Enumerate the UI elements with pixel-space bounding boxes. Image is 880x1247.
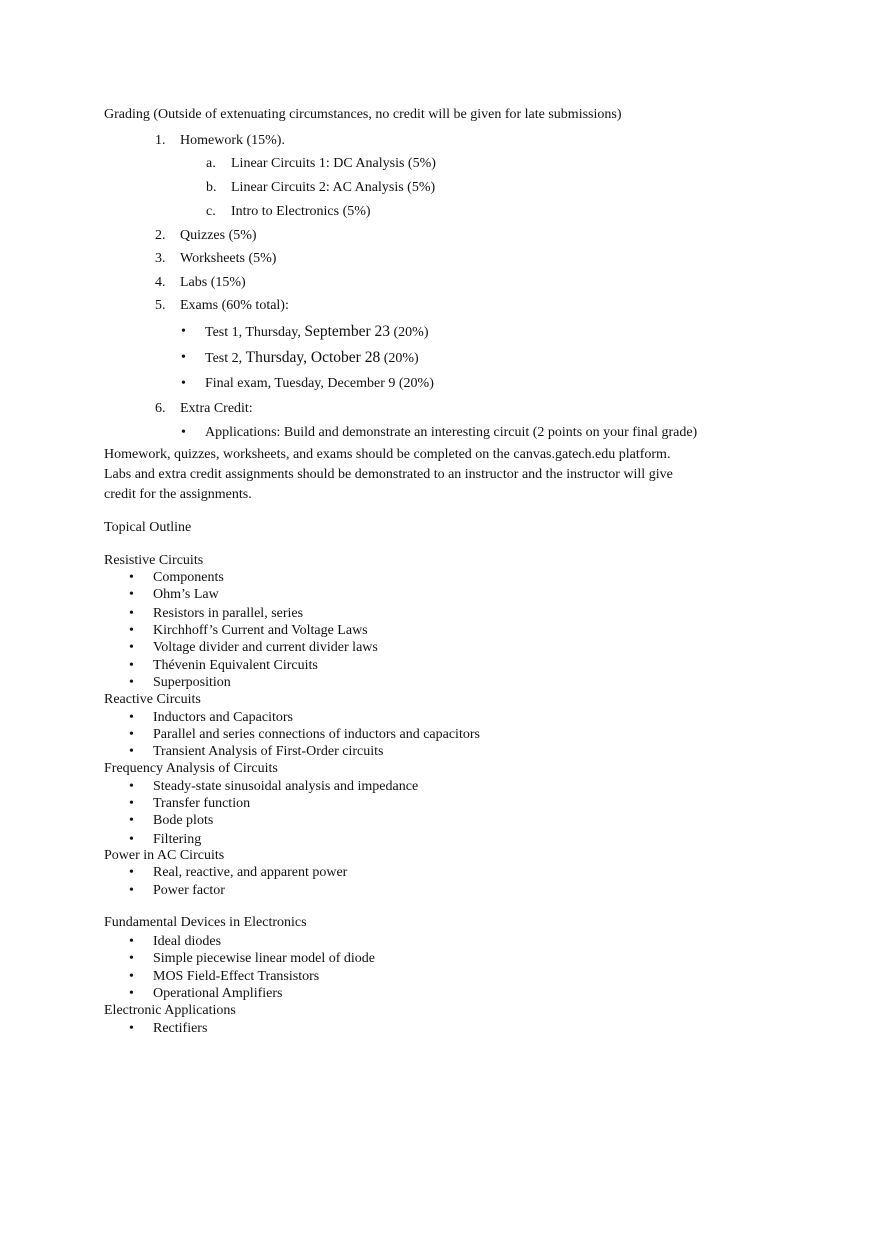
list-item: Transient Analysis of First-Order circuits (153, 744, 384, 759)
bullet-icon: • (129, 623, 134, 638)
list-item: Power factor (153, 883, 225, 898)
section-title-power: Power in AC Circuits (104, 848, 225, 863)
list-item: Resistors in parallel, series (153, 606, 304, 621)
bullet-icon: • (129, 934, 134, 949)
list-item: Operational Amplifiers (153, 986, 283, 1001)
list-item: Ohm’s Law (153, 587, 219, 602)
list-item: Rectifiers (153, 1021, 208, 1036)
bullet-icon: • (181, 425, 186, 440)
grading-paragraph-line: credit for the assignments. (104, 487, 252, 502)
grading-paragraph-line: Labs and extra credit assignments should be demonstrated to an instructor and the instructor will give (104, 467, 673, 482)
bullet-icon: • (181, 376, 186, 391)
bullet-icon: • (129, 865, 134, 880)
exam-final: Final exam, Tuesday, December 9 (20%) (205, 376, 434, 391)
outline-heading: Topical Outline (104, 520, 192, 535)
sub-item-letter: b. (206, 180, 217, 195)
bullet-icon: • (129, 1021, 134, 1036)
list-item: Superposition (153, 675, 231, 690)
list-item: Bode plots (153, 813, 214, 828)
bullet-icon: • (129, 779, 134, 794)
grading-item-worksheets: Worksheets (5%) (180, 251, 277, 266)
list-item: Kirchhoff’s Current and Voltage Laws (153, 623, 368, 638)
bullet-icon: • (129, 570, 134, 585)
grading-item-homework: Homework (15%). (180, 133, 285, 148)
bullet-icon: • (129, 832, 134, 847)
list-item: Parallel and series connections of inductors and capacitors (153, 727, 480, 742)
list-item: MOS Field-Effect Transistors (153, 969, 320, 984)
section-title-reactive: Reactive Circuits (104, 692, 201, 707)
grading-item-number: 1. (155, 133, 166, 148)
bullet-icon: • (181, 350, 186, 365)
sub-item-ac-analysis: Linear Circuits 2: AC Analysis (5%) (231, 180, 436, 195)
list-item: Simple piecewise linear model of diode (153, 951, 375, 966)
bullet-icon: • (129, 727, 134, 742)
grading-paragraph-line: Homework, quizzes, worksheets, and exams should be completed on the canvas.gatech.edu platform. (104, 447, 671, 462)
extra-credit-applications: Applications: Build and demonstrate an interesting circuit (2 points on your final grade) (205, 425, 698, 440)
section-title-frequency: Frequency Analysis of Circuits (104, 761, 278, 776)
grading-item-labs: Labs (15%) (180, 275, 246, 290)
grading-item-extra-credit: Extra Credit: (180, 401, 253, 416)
bullet-icon: • (129, 640, 134, 655)
list-item: Voltage divider and current divider laws (153, 640, 378, 655)
list-item: Inductors and Capacitors (153, 710, 293, 725)
bullet-icon: • (129, 658, 134, 673)
section-title-devices: Fundamental Devices in Electronics (104, 915, 307, 930)
list-item: Thévenin Equivalent Circuits (153, 658, 318, 673)
grading-heading: Grading (Outside of extenuating circumstances, no credit will be given for late submissions) (104, 107, 622, 122)
bullet-icon: • (129, 675, 134, 690)
grading-item-number: 5. (155, 298, 166, 313)
grading-item-number: 4. (155, 275, 166, 290)
section-title-resistive: Resistive Circuits (104, 553, 204, 568)
sub-item-dc-analysis: Linear Circuits 1: DC Analysis (5%) (231, 156, 436, 171)
exam-test-2: Test 2, Thursday, October 28 (20%) (205, 349, 419, 366)
list-item: Filtering (153, 832, 202, 847)
sub-item-intro-electronics: Intro to Electronics (5%) (231, 204, 371, 219)
list-item: Ideal diodes (153, 934, 222, 949)
grading-item-number: 6. (155, 401, 166, 416)
bullet-icon: • (129, 796, 134, 811)
list-item: Components (153, 570, 224, 585)
section-title-applications: Electronic Applications (104, 1003, 236, 1018)
bullet-icon: • (129, 883, 134, 898)
grading-item-number: 3. (155, 251, 166, 266)
grading-item-exams: Exams (60% total): (180, 298, 289, 313)
bullet-icon: • (129, 744, 134, 759)
bullet-icon: • (129, 710, 134, 725)
grading-item-number: 2. (155, 228, 166, 243)
bullet-icon: • (129, 986, 134, 1001)
grading-item-quizzes: Quizzes (5%) (180, 228, 257, 243)
list-item: Steady-state sinusoidal analysis and impedance (153, 779, 419, 794)
bullet-icon: • (129, 951, 134, 966)
bullet-icon: • (129, 606, 134, 621)
bullet-icon: • (129, 969, 134, 984)
bullet-icon: • (181, 324, 186, 339)
list-item: Transfer function (153, 796, 251, 811)
bullet-icon: • (129, 587, 134, 602)
list-item: Real, reactive, and apparent power (153, 865, 348, 880)
sub-item-letter: a. (206, 156, 216, 171)
bullet-icon: • (129, 813, 134, 828)
exam-test-1: Test 1, Thursday, September 23 (20%) (205, 323, 429, 340)
sub-item-letter: c. (206, 204, 216, 219)
